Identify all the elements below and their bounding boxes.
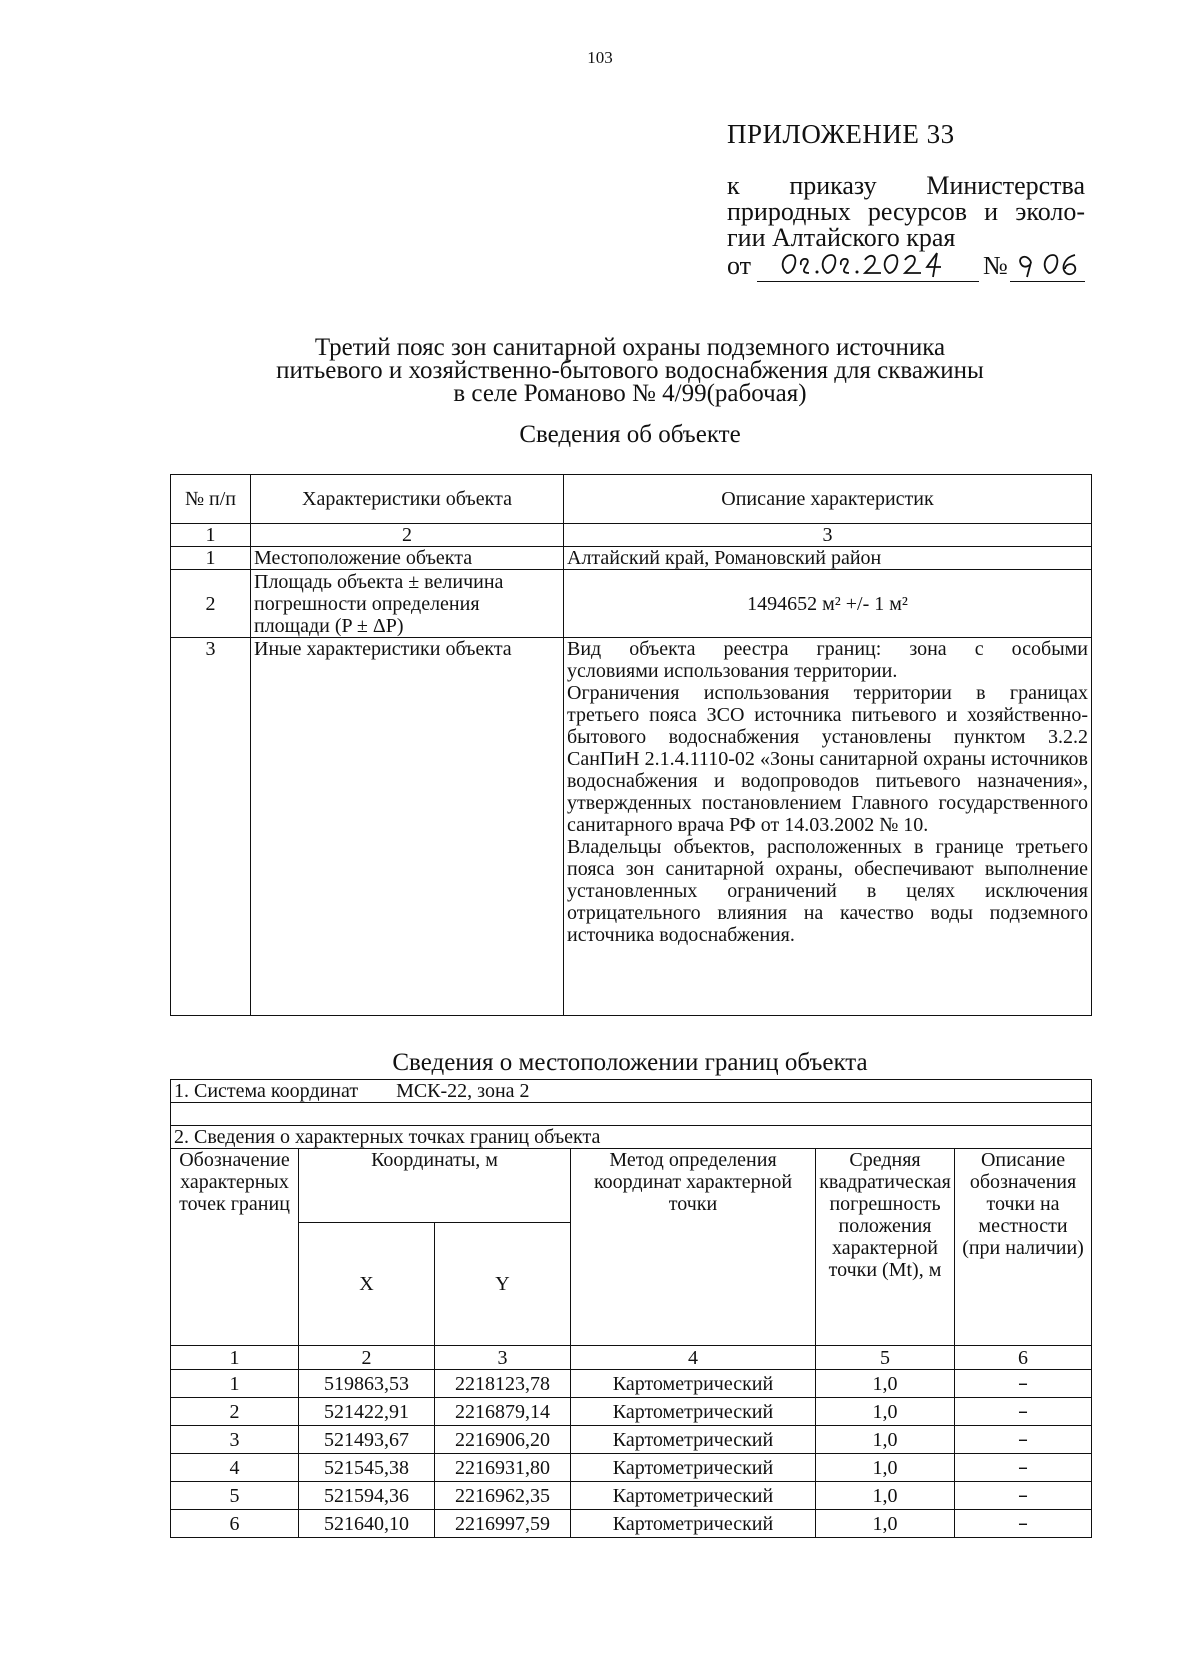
point-x: 521545,38 [299, 1454, 435, 1482]
point-x: 521594,36 [299, 1482, 435, 1510]
table-row [171, 1510, 1092, 1538]
appendix-title: ПРИЛОЖЕНИЕ 33 [727, 119, 955, 149]
point-x: 521422,91 [299, 1398, 435, 1426]
object-info-title: Сведения об объекте [519, 421, 741, 448]
points-title-row [171, 1126, 1092, 1149]
table-header-row [171, 475, 1092, 524]
point-id: 6 [171, 1510, 299, 1538]
header-characteristic: Характеристики объекта [251, 475, 564, 524]
header-description: Описание характеристик [564, 475, 1092, 524]
point-y: 2216906,20 [435, 1426, 571, 1454]
page-number: 103 [587, 48, 613, 67]
point-description: – [955, 1510, 1092, 1538]
point-method: Картометрический [571, 1454, 816, 1482]
point-x: 519863,53 [299, 1370, 435, 1398]
point-x: 521493,67 [299, 1426, 435, 1454]
table-row [171, 1482, 1092, 1510]
table-row: 3 Иные характеристики объекта Вид объекта реестра границ: зона с особыми условиями использования территории. Ограничения использования территории в границах третьего пояса ЗСО источника питьевого и хозяйственно-бытового водоснабжения установлены пунктом 3.2.2 СанПиН 2.1.4.1110-02 «Зоны санитарной охраны источников водоснабжения и водопроводов питьевого назначения», утвержденных постановлением Главного государственного санитарного врача РФ от 14.03.2002 № 10. Владельцы объектов, расположенных в границе третьего пояса зон санитарной охраны, обеспечивают выполнение установленных ограничений в целях исключения отрицательного влияния на качество воды подземного источника водоснабжения. [171, 638, 1092, 1016]
point-x: 521640,10 [299, 1510, 435, 1538]
header-point-description: Описание обозначения точки на местности (при наличии) [955, 1149, 1092, 1346]
point-id: 2 [171, 1398, 299, 1426]
header-x: X [299, 1223, 435, 1346]
appendix-block [727, 121, 1085, 285]
point-error: 1,0 [816, 1370, 955, 1398]
points-body [171, 1370, 1092, 1538]
point-error: 1,0 [816, 1426, 955, 1454]
point-description: – [955, 1398, 1092, 1426]
appendix-line-1: к приказу Министерства [727, 171, 1086, 200]
point-error: 1,0 [816, 1510, 955, 1538]
point-y: 2218123,78 [435, 1370, 571, 1398]
point-method: Картометрический [571, 1398, 816, 1426]
point-id: 5 [171, 1482, 299, 1510]
coord-system-label: 1. Система координат [174, 1080, 359, 1102]
point-error: 1,0 [816, 1398, 955, 1426]
date-signature [777, 247, 967, 283]
table-row [171, 1370, 1092, 1398]
point-error: 1,0 [816, 1482, 955, 1510]
point-description: – [955, 1454, 1092, 1482]
point-id: 3 [171, 1426, 299, 1454]
column-number-row: 1 2 3 [171, 524, 1092, 547]
object-info-table [170, 474, 1092, 1016]
location-info-title: Сведения о местоположении границ объекта [392, 1049, 868, 1076]
appendix-line-2: природных ресурсов и эколо- [727, 197, 1085, 226]
header-designation: Обозначение характерных точек границ [171, 1149, 299, 1346]
table-header-row [171, 1149, 1092, 1223]
appendix-sign-line [727, 253, 1085, 285]
other-characteristics-description: Вид объекта реестра границ: зона с особыми условиями использования территории. Ограничения использования территории в границах третьего пояса ЗСО источника питьевого и хозяйственно-бытового водоснабжения установлены пунктом 3.2.2 СанПиН 2.1.4.1110-02 «Зоны санитарной охраны источников водоснабжения и водопроводов питьевого назначения», утвержденных постановлением Главного государственного санитарного врача РФ от 14.03.2002 № 10. Владельцы объектов, расположенных в границе третьего пояса зон санитарной охраны, обеспечивают выполнение установленных ограничений в целях исключения отрицательного влияния на качество воды подземного источника водоснабжения. [564, 638, 1092, 1016]
appendix-line-3: гии Алтайского края [727, 223, 956, 252]
point-description: – [955, 1370, 1092, 1398]
number-signature [1015, 247, 1085, 283]
table-row [171, 1398, 1092, 1426]
point-y: 2216879,14 [435, 1398, 571, 1426]
coord-system-row [171, 1080, 1092, 1103]
header-error: Средняя квадратическая погрешность положения характерной точки (Mt), м [816, 1149, 955, 1346]
point-y: 2216931,80 [435, 1454, 571, 1482]
header-coords: Координаты, м [299, 1149, 571, 1223]
header-method: Метод определения координат характерной точки [571, 1149, 816, 1346]
table-row: 1 Местоположение объекта Алтайский край, Романовский район [171, 547, 1092, 570]
coord-system-value: МСК-22, зона 2 [396, 1080, 530, 1102]
point-method: Картометрический [571, 1426, 816, 1454]
document-title: Третий пояс зон санитарной охраны подземного источника питьевого и хозяйственно-бытового водоснабжения для скважины в селе Романово № 4/99(рабочая) [276, 334, 984, 407]
point-id: 4 [171, 1454, 299, 1482]
point-method: Картометрический [571, 1510, 816, 1538]
table-row [171, 1454, 1092, 1482]
point-y: 2216997,59 [435, 1510, 571, 1538]
point-error: 1,0 [816, 1454, 955, 1482]
point-method: Картометрический [571, 1482, 816, 1510]
table-row [171, 1426, 1092, 1454]
column-number-row: 1 2 3 4 5 6 [171, 1346, 1092, 1370]
number-label: № [983, 251, 1008, 280]
point-y: 2216962,35 [435, 1482, 571, 1510]
point-description: – [955, 1426, 1092, 1454]
empty-row [171, 1103, 1092, 1126]
table-row: 2 Площадь объекта ± величина погрешности определения площади (P ± ΔP) 1494652 м² +/- 1 м² [171, 570, 1092, 638]
header-y: Y [435, 1223, 571, 1346]
header-num: № п/п [171, 475, 251, 524]
point-description: – [955, 1482, 1092, 1510]
points-title: 2. Сведения о характерных точках границ объекта [171, 1126, 1092, 1149]
point-id: 1 [171, 1370, 299, 1398]
from-label: от [727, 251, 752, 280]
point-method: Картометрический [571, 1370, 816, 1398]
location-info-table [170, 1079, 1092, 1538]
